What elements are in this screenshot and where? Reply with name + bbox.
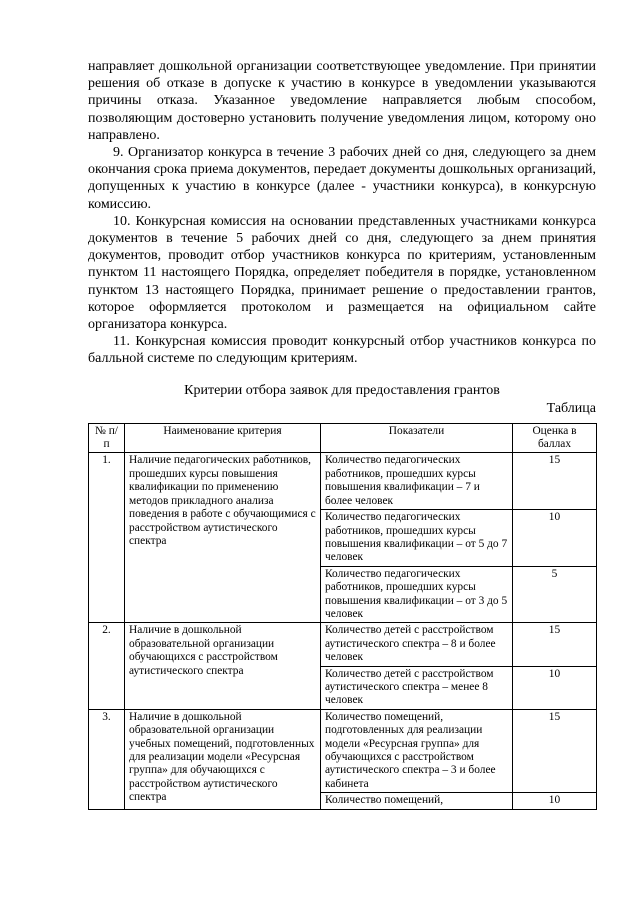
score-cell: 10 — [513, 793, 597, 809]
indicator-cell: Количество помещений, — [321, 793, 513, 809]
paragraph-notice: направляет дошкольной организации соответствующее уведомление. При принятии решения об отказе в допуске к участию в конкурсе в уведомлении указываются причины отказа. Указанное уведомление направляется любым способом, позволяющим достоверно установить получение уведомления лицом, которому оно направлено. — [88, 59, 596, 143]
score-cell: 15 — [513, 453, 597, 510]
table-caption: Критерии отбора заявок для предоставления грантов — [184, 382, 500, 398]
indicator-cell: Количество педагогических работников, прошедших курсы повышения квалификации – от 3 до 5 человек — [321, 566, 513, 623]
indicator-cell: Количество педагогических работников, прошедших курсы повышения квалификации – 7 и более человек — [321, 453, 513, 510]
row-number: 3. — [89, 709, 125, 809]
table-label: Таблица — [546, 400, 596, 416]
paragraph-11: 11. Конкурсная комиссия проводит конкурсный отбор участников конкурса по балльной системе по следующим критериям. — [88, 334, 596, 367]
score-cell: 15 — [513, 709, 597, 792]
paragraph-10: 10. Конкурсная комиссия на основании представленных участниками конкурса документов в течение 5 рабочих дней со дня, следующего за днем принятия документов, проводит отбор участников конкурса по критериям, установленным пунктом 11 настоящего Порядка, определяет победителя в порядке, установленном пунктом 13 настоящего Порядка, принимает решение о предоставлении грантов, которое оформляется протоколом и размещается на официальном сайте организатора конкурса. — [88, 213, 596, 333]
header-score: Оценка в баллах — [513, 423, 597, 453]
criteria-table — [88, 423, 597, 810]
score-cell: 10 — [513, 510, 597, 567]
header-number: № п/п — [89, 423, 125, 453]
criterion-cell: Наличие в дошкольной образовательной организации учебных помещений, подготовленных для реализации модели «Ресурсная группа» для обучающихся с расстройством аутистического спектра — [125, 709, 321, 809]
header-criterion: Наименование критерия — [125, 423, 321, 453]
indicator-cell: Количество детей с расстройством аутистического спектра – менее 8 человек — [321, 666, 513, 709]
table-row — [89, 709, 597, 792]
criterion-cell: Наличие педагогических работников, прошедших курсы повышения квалификации по применению методов прикладного анализа поведения в работе с обучающимися с расстройством аутистического спектра — [125, 453, 321, 623]
table-row — [89, 623, 597, 666]
header-indicators: Показатели — [321, 423, 513, 453]
indicator-cell: Количество педагогических работников, прошедших курсы повышения квалификации – от 5 до 7 человек — [321, 510, 513, 567]
indicator-cell: Количество детей с расстройством аутистического спектра – 8 и более человек — [321, 623, 513, 666]
score-cell: 5 — [513, 566, 597, 623]
score-cell: 10 — [513, 666, 597, 709]
criterion-cell: Наличие в дошкольной образовательной организации обучающихся с расстройством аутистического спектра — [125, 623, 321, 709]
table-header-row — [89, 423, 597, 453]
row-number: 1. — [89, 453, 125, 623]
paragraph-9: 9. Организатор конкурса в течение 3 рабочих дней со дня, следующего за днем окончания срока приема документов, передает документы дошкольных организаций, допущенных к участию в конкурсе (далее - участники конкурса), в конкурсную комиссию. — [88, 145, 596, 212]
row-number: 2. — [89, 623, 125, 709]
score-cell: 15 — [513, 623, 597, 666]
table-row — [89, 453, 597, 510]
indicator-cell: Количество помещений, подготовленных для реализации модели «Ресурсная группа» для обучающихся с расстройством аутистического спектра – 3 и более кабинета — [321, 709, 513, 792]
